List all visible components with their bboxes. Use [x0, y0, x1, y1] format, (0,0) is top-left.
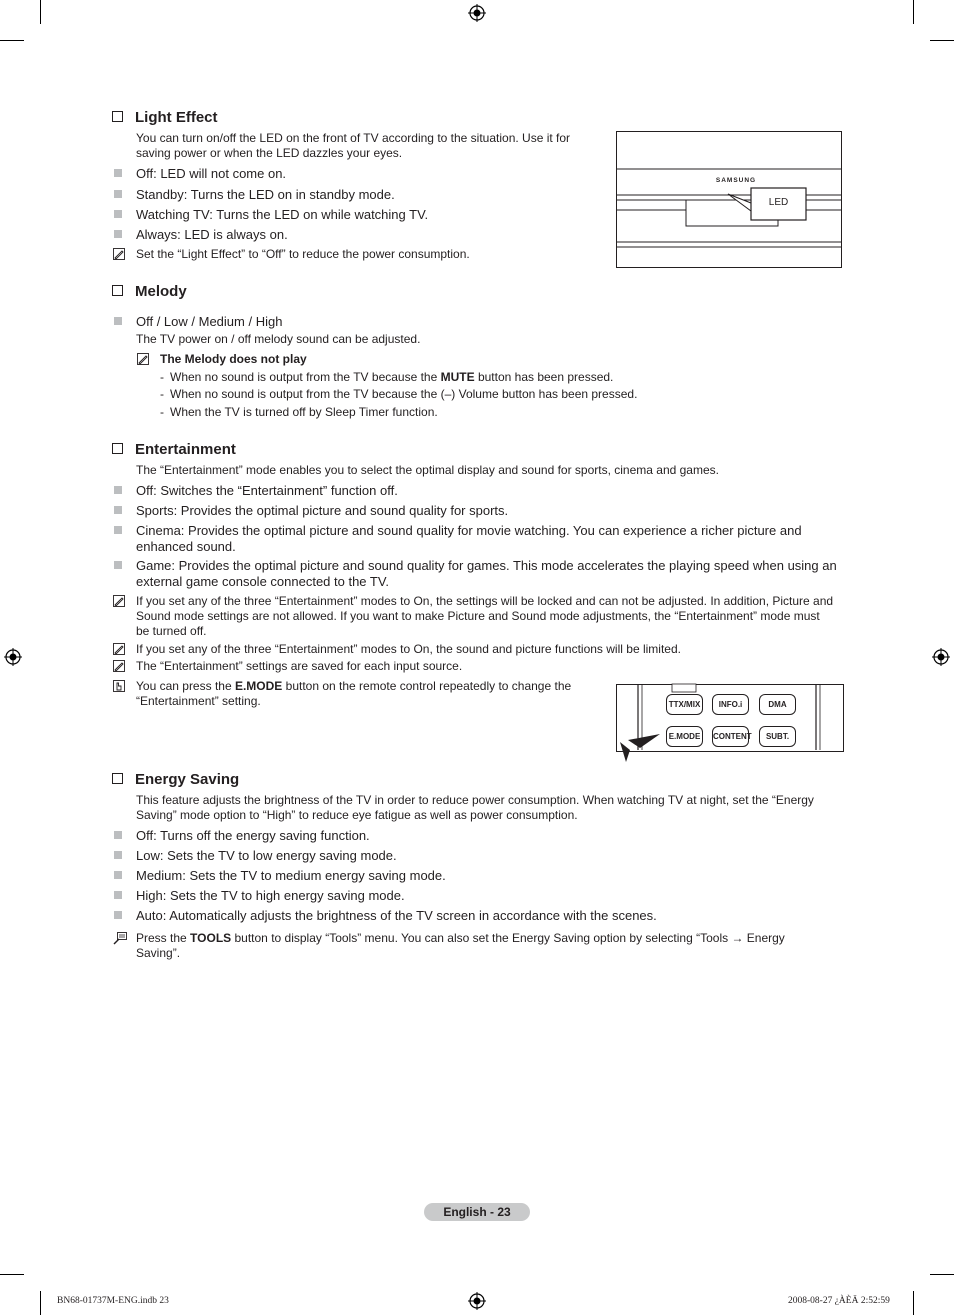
note-icon — [113, 660, 125, 672]
subt-button: SUBT. — [759, 726, 796, 747]
list-item: Medium: Sets the TV to medium energy saving mode. — [136, 868, 446, 883]
dash-icon: - — [160, 370, 164, 384]
registration-mark-icon — [4, 648, 22, 666]
note-icon — [113, 595, 125, 607]
samsung-logo: SAMSUNG — [715, 177, 757, 184]
list-item: Off: Turns off the energy saving function. — [136, 828, 370, 843]
square-bullet-icon — [114, 831, 122, 839]
print-timestamp: 2008-08-27 ¿ÀÈÄ 2:52:59 — [788, 1296, 890, 1306]
square-bullet-icon — [114, 506, 122, 514]
note-icon — [113, 643, 125, 655]
crop-mark — [913, 1291, 914, 1315]
square-bullet-icon — [114, 526, 122, 534]
list-item: Sports: Provides the optimal picture and sound quality for sports. — [136, 503, 509, 518]
crop-mark — [930, 1274, 954, 1275]
tv-front-illustration — [616, 131, 842, 268]
square-bullet-icon — [114, 911, 122, 919]
dash-icon: - — [160, 405, 164, 419]
info-button: INFO.i — [712, 694, 749, 715]
crop-mark — [913, 0, 914, 24]
square-bullet-icon — [114, 891, 122, 899]
list-item: Game: Provides the optimal picture and sound quality for games. This mode accelerates the playing speed when using an external game console connected to the TV. — [136, 558, 837, 589]
light-effect-heading: Light Effect — [112, 109, 218, 126]
crop-mark — [0, 40, 24, 41]
registration-mark-icon — [932, 648, 950, 666]
checkbox-bullet-icon — [112, 285, 123, 296]
ttx-mix-button: TTX/MIX — [666, 694, 703, 715]
remote-hand-icon — [113, 680, 125, 692]
emode-button: E.MODE — [666, 726, 703, 747]
crop-mark — [40, 0, 41, 24]
entertainment-intro: The “Entertainment” mode enables you to select the optimal display and sound for sports, cinema and games. — [136, 463, 719, 477]
tools-tip: Press the TOOLS button to display “Tools” menu. You can also set the Energy Saving option by selecting “Tools → Energy Saving”. — [136, 931, 785, 960]
list-item: Standby: Turns the LED on in standby mode. — [136, 187, 395, 202]
file-slug: BN68-01737M-ENG.indb 23 — [57, 1296, 169, 1306]
melody-description: The TV power on / off melody sound can be adjusted. — [136, 332, 421, 346]
registration-mark-icon — [468, 1292, 486, 1310]
dma-button: DMA — [759, 694, 796, 715]
list-item: High: Sets the TV to high energy saving mode. — [136, 888, 405, 903]
checkbox-bullet-icon — [112, 111, 123, 122]
square-bullet-icon — [114, 190, 122, 198]
melody-note-title: The Melody does not play — [160, 352, 307, 366]
list-item: Always: LED is always on. — [136, 227, 288, 242]
list-item: Watching TV: Turns the LED on while watching TV. — [136, 207, 429, 222]
list-item: Off / Low / Medium / High — [136, 314, 283, 329]
list-item: Cinema: Provides the optimal picture and sound quality for movie watching. You can experience a richer picture and enhanced sound. — [136, 523, 802, 554]
entertainment-note: The “Entertainment” settings are saved for each input source. — [136, 659, 463, 673]
entertainment-note: If you set any of the three “Entertainment” modes to On, the settings will be locked and can not be adjusted. In addition, Picture and Sound mode settings are not allowed. If you want to make Picture and Sound mode adjustments, the “Entertainment” mode must be turned off. — [136, 594, 834, 638]
checkbox-bullet-icon — [112, 443, 123, 454]
content-button: CONTENT — [712, 726, 749, 747]
note-icon — [113, 248, 125, 260]
energy-saving-heading: Energy Saving — [112, 771, 239, 788]
square-bullet-icon — [114, 486, 122, 494]
emode-tip: You can press the E.MODE button on the remote control repeatedly to change the “Entertainment” setting. — [136, 679, 572, 708]
led-callout-label: LED — [768, 197, 789, 208]
note-icon — [137, 353, 149, 365]
melody-sub-item: When no sound is output from the TV because the MUTE button has been pressed. — [170, 370, 614, 384]
energy-saving-intro: This feature adjusts the brightness of the TV in order to reduce power consumption. When watching TV at night, set the “Energy Saving” mode option to “High” to reduce eye fatigue as well as power consumption. — [136, 793, 814, 822]
square-bullet-icon — [114, 169, 122, 177]
melody-sub-item: When no sound is output from the TV because the (–) Volume button has been pressed. — [170, 387, 638, 401]
entertainment-note: If you set any of the three “Entertainment” modes to On, the sound and picture functions will be limited. — [136, 642, 681, 656]
remote-control-figure — [616, 684, 844, 752]
light-effect-intro: You can turn on/off the LED on the front of TV according to the situation. Use it for saving power or when the LED dazzles your eyes. — [136, 131, 571, 160]
entertainment-heading: Entertainment — [112, 441, 236, 458]
crop-mark — [930, 40, 954, 41]
crop-mark — [40, 1291, 41, 1315]
square-bullet-icon — [114, 561, 122, 569]
list-item: Low: Sets the TV to low energy saving mode. — [136, 848, 397, 863]
registration-mark-icon — [468, 4, 486, 22]
list-item: Off: LED will not come on. — [136, 166, 287, 181]
square-bullet-icon — [114, 871, 122, 879]
melody-sub-item: When the TV is turned off by Sleep Timer function. — [170, 405, 438, 419]
dash-icon: - — [160, 387, 164, 401]
square-bullet-icon — [114, 230, 122, 238]
square-bullet-icon — [114, 317, 122, 325]
page-number-label: English - 23 — [424, 1203, 530, 1221]
melody-heading: Melody — [112, 283, 187, 300]
tv-led-figure — [616, 131, 842, 268]
square-bullet-icon — [114, 851, 122, 859]
light-effect-note: Set the “Light Effect” to “Off” to reduce the power consumption. — [136, 247, 470, 261]
list-item: Auto: Automatically adjusts the brightness of the TV screen in accordance with the scenes. — [136, 908, 657, 923]
checkbox-bullet-icon — [112, 773, 123, 784]
crop-mark — [0, 1274, 24, 1275]
square-bullet-icon — [114, 210, 122, 218]
list-item: Off: Switches the “Entertainment” function off. — [136, 483, 398, 498]
tools-icon — [113, 932, 127, 945]
